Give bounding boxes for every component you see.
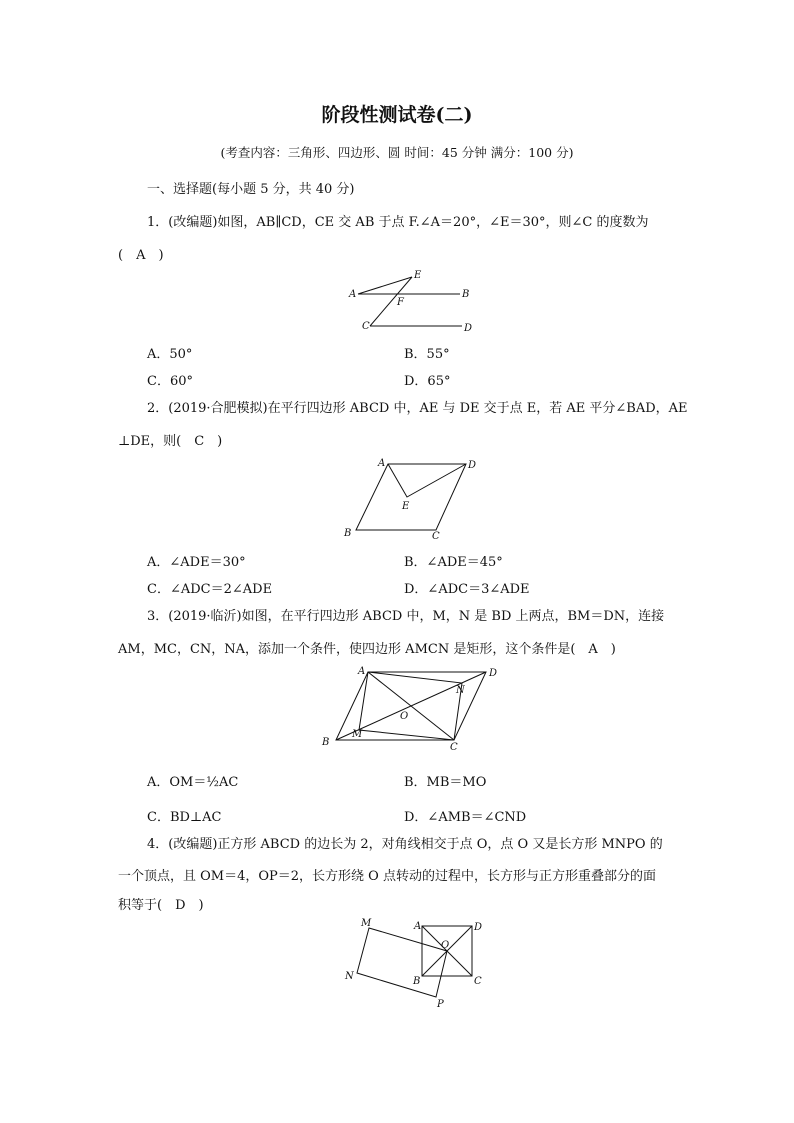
label-m: M [352,729,363,740]
label-b: B [462,289,470,300]
label-c: C [450,742,458,753]
question-3-option-c: C．BD⊥AC [147,810,222,825]
question-3-option-a: A．OM＝½AC [147,775,239,790]
label-b: B [413,976,421,987]
label-m: M [361,918,372,929]
question-3-option-d: D．∠AMB＝∠CND [404,810,527,825]
label-d: D [474,922,483,933]
exam-info: (考查内容：三角形、四边形、圆 时间：45 分钟 满分：100 分) [220,145,574,160]
label-a: A [358,666,366,677]
diagonal-ac [368,672,454,740]
question-1-option-a: A．50° [147,347,193,362]
question-2-figure [340,455,480,543]
label-e: E [402,501,410,512]
label-d: D [464,323,473,334]
question-4-figure [335,912,495,1012]
question-1-answer: ( A ) [118,248,164,263]
question-3-figure [318,662,508,754]
label-o: O [441,940,450,951]
question-1-figure [340,266,480,336]
label-c: C [474,976,482,987]
label-c: C [432,531,440,542]
question-4-line3: 积等于( D ) [118,898,204,913]
label-n: N [345,971,354,982]
segments-ae-de [388,464,466,497]
question-3-stem: 3．(2019·临沂)如图，在平行四边形 ABCD 中，M，N 是 BD 上两点，BM＝DN，连接 [147,609,665,624]
question-3-option-b: B．MB＝MO [404,775,487,790]
question-1-option-b: B．55° [404,347,450,362]
label-f: F [397,297,404,308]
question-2-option-b: B．∠ADE＝45° [404,555,503,570]
label-b: B [322,737,330,748]
parallelogram-abcd [356,464,466,530]
label-o: O [400,711,409,722]
label-c: C [362,321,370,332]
question-1-stem: 1．(改编题)如图，AB∥CD，CE 交 AB 于点 F.∠A＝20°，∠E＝30°，则∠C 的度数为 [147,215,649,230]
question-2-answer: ⊥DE，则( C ) [118,434,223,449]
question-1-option-c: C．60° [147,374,193,389]
rectangle-mnpo [357,928,450,997]
line-ce [370,277,412,326]
label-e: E [414,270,422,281]
question-3-line2: AM，MC，CN，NA，添加一个条件，使四边形 AMCN 是矩形，这个条件是( A ) [118,642,616,657]
question-2-option-d: D．∠ADC＝3∠ADE [404,582,530,597]
question-4-stem: 4．(改编题)正方形 ABCD 的边长为 2，对角线相交于点 O，点 O 又是长方形 MNPO 的 [147,837,663,852]
label-p: P [437,999,444,1010]
label-n: N [456,685,465,696]
question-2-option-c: C．∠ADC＝2∠ADE [147,582,273,597]
question-1-option-d: D．65° [404,374,451,389]
label-b: B [344,528,352,539]
line-ae [358,277,412,294]
section-heading: 一、选择题(每小题 5 分，共 40 分) [147,182,355,197]
page-title: 阶段性测试卷(二) [321,104,473,126]
label-a: A [349,289,357,300]
label-a: A [414,921,422,932]
question-4-line2: 一个顶点，且 OM＝4，OP＝2，长方形绕 O 点转动的过程中，长方形与正方形重叠部分的面 [118,869,656,884]
label-d: D [468,460,477,471]
label-a: A [378,458,386,469]
question-2-option-a: A．∠ADE＝30° [147,555,246,570]
question-2-stem: 2．(2019·合肥模拟)在平行四边形 ABCD 中，AE 与 DE 交于点 E，若 AE 平分∠BAD，AE [147,401,688,416]
label-d: D [489,668,498,679]
